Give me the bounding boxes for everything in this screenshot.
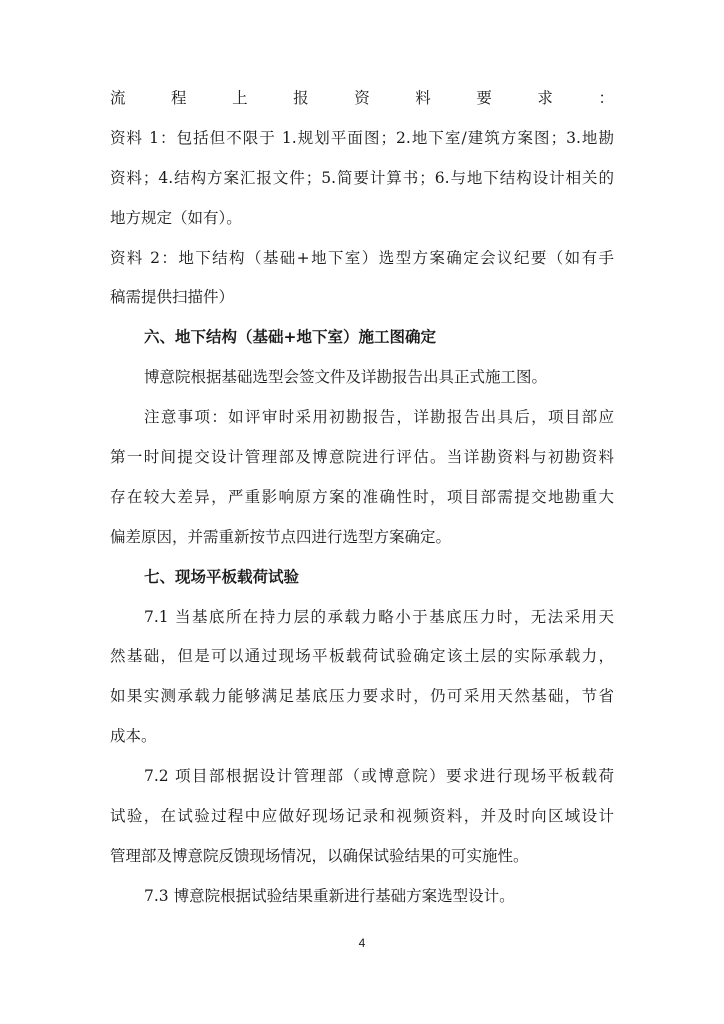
paragraph-line: 注意事项：如评审时采用初勘报告，详勘报告出具后，项目部应 (144, 408, 614, 427)
paragraph-line: 资料；4.结构方案汇报文件；5.简要计算书；6.与地下结构设计相关的 (110, 168, 614, 187)
paragraph-line: 资料 2：地下结构（基础+地下室）选型方案确定会议纪要（如有手 (110, 248, 614, 267)
paragraph-line: 偏差原因，并需重新按节点四进行选型方案确定。 (110, 527, 452, 546)
paragraph-line: 7.2 项目部根据设计管理部（或博意院）要求进行现场平板载荷 (144, 767, 614, 786)
page-number: 4 (358, 936, 366, 950)
document-body (110, 88, 614, 926)
section-heading: 六、地下结构（基础+地下室）施工图确定 (144, 328, 436, 347)
paragraph-line: 存在较大差异，严重影响原方案的准确性时，项目部需提交地勘重大 (110, 487, 614, 506)
paragraph-line: 试验，在试验过程中应做好现场记录和视频资料，并及时向区域设计 (110, 807, 614, 826)
paragraph-line: 7.1 当基底所在持力层的承载力略小于基底压力时，无法采用天 (144, 607, 614, 626)
paragraph-line: 如果实测承载力能够满足基底压力要求时，仍可采用天然基础，节省 (110, 687, 614, 706)
paragraph-line: 地方规定（如有）。 (110, 208, 242, 227)
paragraph-line: 成本。 (110, 727, 157, 746)
paragraph-line: 稿需提供扫描件） (110, 288, 235, 307)
paragraph-line: 第一时间提交设计管理部及博意院进行评估。当详勘资料与初勘资料 (110, 448, 614, 467)
paragraph-line: 资料 1：包括但不限于 1.规划平面图；2.地下室/建筑方案图；3.地勘 (110, 128, 614, 147)
section-heading: 七、现场平板载荷试验 (144, 567, 300, 586)
paragraph-line: 7.3 博意院根据试验结果重新进行基础方案选型设计。 (144, 886, 515, 905)
paragraph-line: 管理部及博意院反馈现场情况，以确保试验结果的可实施性。 (110, 846, 529, 865)
paragraph-line: 博意院根据基础选型会签文件及详勘报告出具正式施工图。 (144, 368, 548, 387)
paragraph-line: 流程上报资料要求： (110, 89, 614, 107)
paragraph-line: 然基础，但是可以通过现场平板载荷试验确定该土层的实际承载力， (110, 647, 614, 666)
